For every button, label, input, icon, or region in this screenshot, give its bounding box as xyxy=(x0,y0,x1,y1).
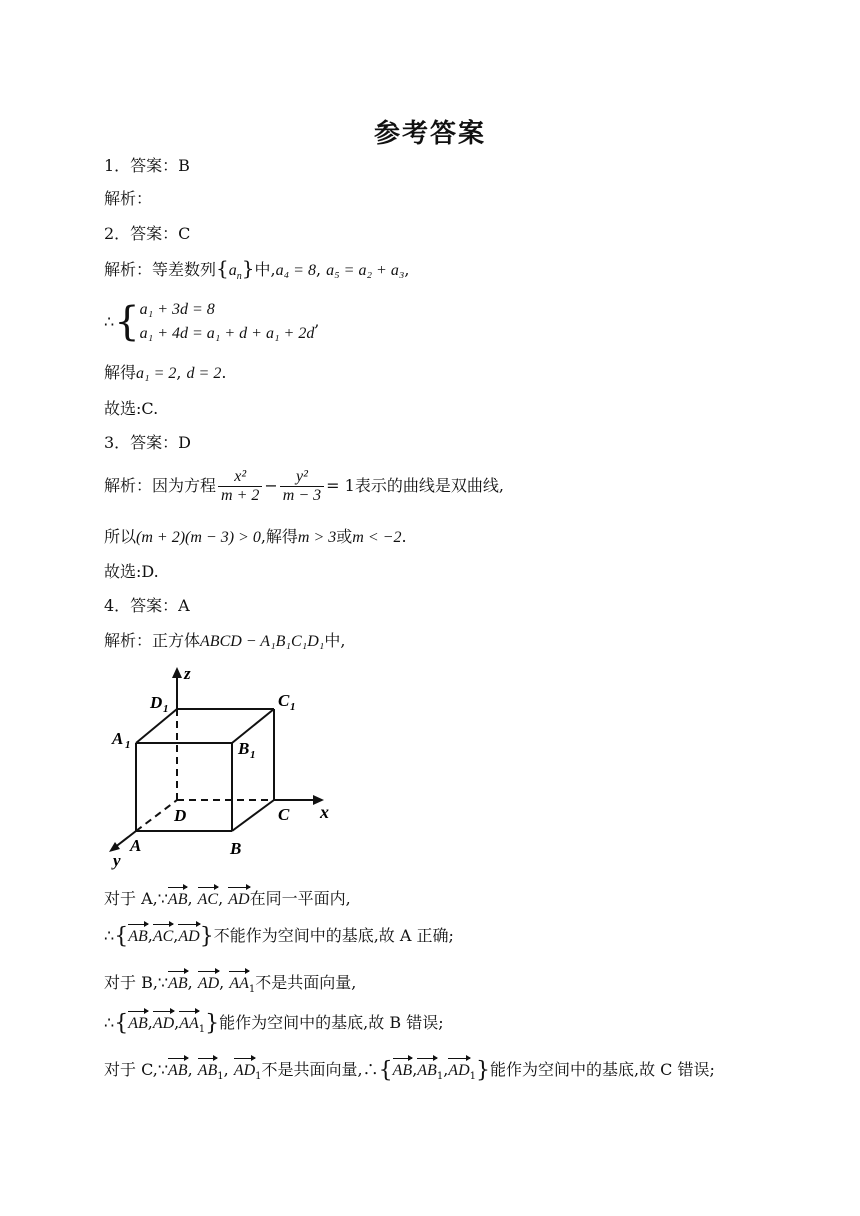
vec-ac: AC xyxy=(198,886,218,910)
q3-solve-prefix: ,解得 xyxy=(260,527,298,546)
q2-therefore: ∴ xyxy=(104,312,115,331)
edge-a1d1 xyxy=(136,709,177,743)
q3-r2: m < −2 xyxy=(352,529,402,546)
label-d: D xyxy=(174,806,187,825)
vec-ad: AD xyxy=(228,886,249,910)
q3-suffix: 表示的曲线是双曲线, xyxy=(354,476,504,495)
q4-a-line1: 对于 A,∵AB, AC, AD在同一平面内, xyxy=(104,886,351,910)
vec-ab: AB xyxy=(168,886,188,910)
vec-ad1-c-sub: 1 xyxy=(255,1071,262,1083)
q4-a-conclusion: 不能作为空间中的基底,故 A 正确; xyxy=(213,926,454,945)
edge-ad-hidden xyxy=(136,800,177,831)
q3-frac2-num: y² xyxy=(280,468,324,487)
label-b1: B xyxy=(238,739,250,758)
q4-b-suffix: 不是共面向量, xyxy=(255,973,357,992)
z-axis-arrow xyxy=(172,667,182,678)
q3-frac1-num: x² xyxy=(218,468,262,487)
edge-b1c1 xyxy=(232,709,274,743)
q4-b-therefore: ∴ xyxy=(104,1013,115,1032)
q4-suffix: 中, xyxy=(324,631,346,650)
vec-ab-set-c: AB xyxy=(393,1057,413,1081)
q2-solve-prefix: 解得 xyxy=(104,363,137,382)
label-a1-sub: 1 xyxy=(125,739,131,751)
label-z: z xyxy=(184,664,191,683)
vec-ac-set-a: AC xyxy=(153,923,173,947)
q4-c-prefix: 对于 C,∵ xyxy=(104,1060,169,1079)
vec-aa1-b: AA xyxy=(229,970,249,994)
label-a: A xyxy=(130,836,142,855)
q4-a-prefix: 对于 A,∵ xyxy=(104,889,168,908)
vec-ad-b: AD xyxy=(198,970,219,994)
q2-choose: 故选:C. xyxy=(104,399,159,418)
q2-system: ∴{ a₁ + 3d = 8 a₁ + 4d = a₁ + d + a₁ + 2d , xyxy=(104,299,320,345)
vec-ad1-set-c: AD xyxy=(448,1057,469,1081)
q3-line2-prefix: 所以 xyxy=(104,527,137,546)
q4-c-conclusion: 能作为空间中的基底,故 C 错误; xyxy=(490,1060,715,1079)
vec-ab1-set-c-sub: 1 xyxy=(436,1071,444,1083)
vec-ab-set-b: AB xyxy=(128,1010,148,1034)
q2-solve2: d = 2 xyxy=(186,365,222,382)
q4-b-line1: 对于 B,∵AB, AD, $AA_1$不是共面向量, xyxy=(104,970,356,1000)
label-x: x xyxy=(320,802,329,822)
cube-figure xyxy=(104,664,344,874)
vec-aa1-set-b: AA xyxy=(179,1010,199,1034)
vec-ad1-c: AD xyxy=(234,1057,255,1081)
q4-c-mid: 不是共面向量,∴ xyxy=(261,1060,379,1079)
q2-sys-row1: a₁ + 3d = 8 xyxy=(139,301,215,318)
q4-c-line: 对于 C,∵AB, $AB_1$, $AD_1$不是共面向量$,\therefore\{AB,AB_1,AD_1\}$能作为空间中的基底,故 C 错误; xyxy=(104,1057,715,1083)
vec-ab-set-a: AB xyxy=(128,923,148,947)
q4-a-suffix: 在同一平面内, xyxy=(249,889,351,908)
q3-eq-rest: = 1 xyxy=(326,476,355,495)
q4-cube: ABCD − A₁B₁C₁D₁ xyxy=(200,633,325,650)
q4-prefix: 解析：正方体 xyxy=(104,631,201,650)
q3-answer: 3．答案：D xyxy=(104,433,192,452)
q3-frac1-den: m + 2 xyxy=(221,487,260,504)
q3-frac2-den: m − 3 xyxy=(282,487,322,504)
label-c1-sub: 1 xyxy=(290,701,296,713)
q1-answer: 1．答案：B xyxy=(104,156,190,175)
q3-prefix: 解析：因为方程 xyxy=(104,476,217,495)
q4-b-line2: $\therefore\{AB,AD,AA_1\}$能作为空间中的基底,故 B 错误; xyxy=(104,1010,444,1036)
q2-sys-row2: a₁ + 4d = a₁ + d + a₁ + 2d xyxy=(139,325,315,342)
vec-ab-c: AB xyxy=(168,1057,188,1081)
q2-eq2: a₅ = a₂ + a₃ xyxy=(326,262,405,279)
vec-ad-set-a: AD xyxy=(178,923,199,947)
q3-analysis-line: 解析：因为方程 $\frac{\text{x²}}{m + 2}$ − $\frac{\text{y²}}{m - 3}$ = 1表示的曲线是双曲线, xyxy=(104,468,504,504)
page-title: 参考答案 xyxy=(373,119,486,149)
q3-ineq: (m + 2)(m − 3) > 0 xyxy=(136,529,261,546)
q3-line2: 所以(m + 2)(m − 3) > 0,解得m > 3或m < −2. xyxy=(104,527,407,546)
q2-solve-line: 解得a₁ = 2, d = 2. xyxy=(104,363,227,382)
label-d1-sub: 1 xyxy=(163,703,169,715)
q4-answer: 4．答案：A xyxy=(104,596,190,615)
q2-answer: 2．答案：C xyxy=(104,224,191,243)
vec-ab1-c: AB xyxy=(198,1057,218,1081)
vec-ab-b: AB xyxy=(168,970,188,994)
q2-prefix: 解析：等差数列 xyxy=(104,260,217,279)
q2-solve1: a₁ = 2 xyxy=(136,365,177,382)
q2-seq-sub: n xyxy=(236,271,242,283)
vec-ab1-set-c: AB xyxy=(417,1057,437,1081)
vec-aa1-b-sub: 1 xyxy=(248,984,256,996)
q2-mid: 中, xyxy=(254,260,276,279)
label-d1: D xyxy=(150,693,163,712)
label-a1: A xyxy=(112,729,124,748)
label-b1-sub: 1 xyxy=(250,749,256,761)
q4-analysis-line xyxy=(104,631,345,652)
q4-a-line2: ∴{AB,AC,AD}不能作为空间中的基底,故 A 正确; xyxy=(104,923,454,949)
q3-or: 或 xyxy=(336,527,353,546)
edge-bc xyxy=(232,800,274,831)
q4-a-therefore: ∴ xyxy=(104,926,115,945)
q3-frac2 xyxy=(280,468,324,505)
label-c: C xyxy=(278,805,290,824)
vec-ad-set-b: AD xyxy=(153,1010,174,1034)
vec-aa1-set-b-sub: 1 xyxy=(198,1024,206,1036)
q3-frac1 xyxy=(218,468,262,505)
q4-b-conclusion: 能作为空间中的基底,故 B 错误; xyxy=(219,1013,444,1032)
label-y: y xyxy=(113,851,121,870)
q3-r1: m > 3 xyxy=(297,529,337,546)
q2-analysis-line: 解析：等差数列$\{a_n\}$中,a₄ = 8, a₅ = a₂ + a₃, xyxy=(104,256,410,283)
q2-seq: a xyxy=(228,262,237,279)
label-c1: C xyxy=(278,691,290,710)
q4-b-prefix: 对于 B,∵ xyxy=(104,973,169,992)
label-b: B xyxy=(230,839,242,858)
q2-eq1: a₄ = 8 xyxy=(275,262,316,279)
vec-ad1-set-c-sub: 1 xyxy=(469,1071,476,1083)
q3-choose: 故选:D. xyxy=(104,562,159,581)
vec-ab1-c-sub: 1 xyxy=(217,1071,224,1083)
q1-analysis: 解析： xyxy=(104,189,153,208)
